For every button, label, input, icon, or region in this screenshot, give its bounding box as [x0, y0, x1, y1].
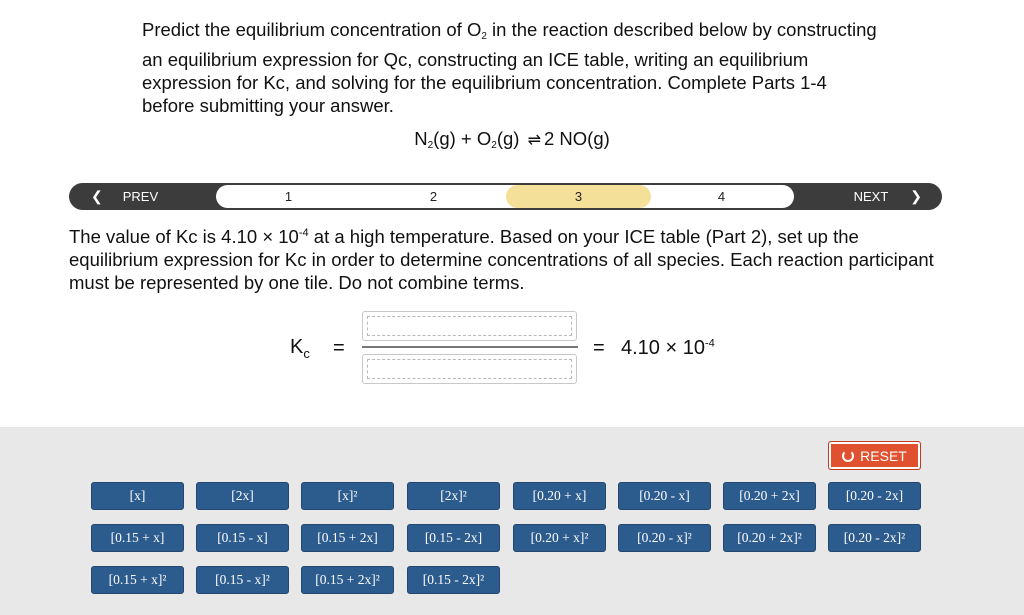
step-4-button[interactable]: [649, 185, 794, 208]
exponent: -4: [298, 227, 309, 239]
kc-subscript: c: [303, 346, 310, 361]
subscript: 2: [491, 140, 497, 151]
tile[interactable]: [0.15 - 2x]: [407, 524, 500, 552]
kc-symbol: [290, 336, 310, 361]
tile[interactable]: [0.20 + x]: [513, 482, 606, 510]
tile[interactable]: [0.15 - x]: [196, 524, 289, 552]
reaction-product: 2 NO(g): [543, 128, 610, 149]
question-text: [142, 18, 882, 117]
step-label: 1: [284, 189, 293, 204]
reactant-n: N: [414, 128, 428, 149]
kc-value-exponent: -4: [704, 337, 715, 350]
equals-sign: =: [593, 337, 605, 359]
step-1-button[interactable]: [216, 185, 361, 208]
tile[interactable]: [2x]²: [407, 482, 500, 510]
tile[interactable]: [2x]: [196, 482, 289, 510]
step-track: [216, 185, 794, 208]
reaction-text: (g) + O: [433, 128, 492, 149]
tile[interactable]: [0.15 + x]: [91, 524, 184, 552]
step-label: 3: [574, 189, 583, 204]
question-text-part: in the reaction described below by constructing an equilibrium expression for Qc, constructing an ICE table, writing an equilibrium expression for Kc, and solving for the equilibrium concentration. Complete Parts 1-4 before submitting your answer.: [142, 19, 877, 116]
tile[interactable]: [0.20 - x]: [618, 482, 711, 510]
instruction-part: The value of Kc is 4.10 × 10: [69, 226, 299, 248]
denominator-drop-zone[interactable]: [362, 354, 577, 384]
tile[interactable]: [0.20 + 2x]²: [723, 524, 816, 552]
reset-button[interactable]: [828, 441, 921, 470]
tile[interactable]: [0.15 + 2x]: [301, 524, 394, 552]
tile[interactable]: [0.20 + x]²: [513, 524, 606, 552]
instruction-part: at a high temperature. Based on your ICE table (Part 2), set up the equilibrium expression for Kc in order to determine concentrations of all species. Each reaction participant must be represented by one tile. Do not combine terms.: [69, 226, 934, 294]
tile[interactable]: [0.15 + 2x]²: [301, 566, 394, 594]
question-text-part: Predict the equilibrium concentration of O: [142, 19, 482, 40]
equals-sign: =: [333, 337, 345, 359]
prev-label: PREV: [122, 189, 159, 204]
step-2-button[interactable]: [361, 185, 506, 208]
instruction-text: [69, 222, 949, 294]
step-label: 4: [717, 189, 726, 204]
step-label: 2: [429, 189, 438, 204]
reset-label: RESET: [860, 447, 907, 464]
tile[interactable]: [x]: [91, 482, 184, 510]
tile[interactable]: [0.15 + x]²: [91, 566, 184, 594]
tile[interactable]: [0.20 + 2x]: [723, 482, 816, 510]
prev-button[interactable]: [69, 183, 209, 210]
reaction-equation: [0, 128, 1024, 151]
tile[interactable]: [0.15 - x]²: [196, 566, 289, 594]
tile-tray: [0, 427, 1024, 615]
step-navigation-bar: [69, 183, 942, 210]
tile[interactable]: [0.15 - 2x]²: [407, 566, 500, 594]
kc-value: [621, 337, 715, 360]
kc-letter: K: [290, 336, 304, 358]
fraction-bar: [362, 346, 578, 348]
tile[interactable]: [0.20 - 2x]²: [828, 524, 921, 552]
reaction-text: (g): [496, 128, 520, 149]
subscript: 2: [427, 140, 434, 151]
chevron-left-icon: ❮: [91, 188, 103, 204]
tile[interactable]: [x]²: [301, 482, 394, 510]
equilibrium-arrow-icon: ⇌: [527, 132, 541, 149]
tile[interactable]: [0.20 - x]²: [618, 524, 711, 552]
question-subscript: 2: [481, 31, 487, 42]
tile[interactable]: [0.20 - 2x]: [828, 482, 921, 510]
chevron-right-icon: ❯: [910, 188, 922, 204]
next-label: NEXT: [853, 189, 889, 204]
numerator-drop-zone[interactable]: [362, 311, 577, 341]
kc-value-base: 4.10 × 10: [621, 337, 705, 359]
next-button[interactable]: [802, 183, 942, 210]
reset-icon: [842, 450, 854, 462]
step-3-button[interactable]: [506, 185, 651, 208]
